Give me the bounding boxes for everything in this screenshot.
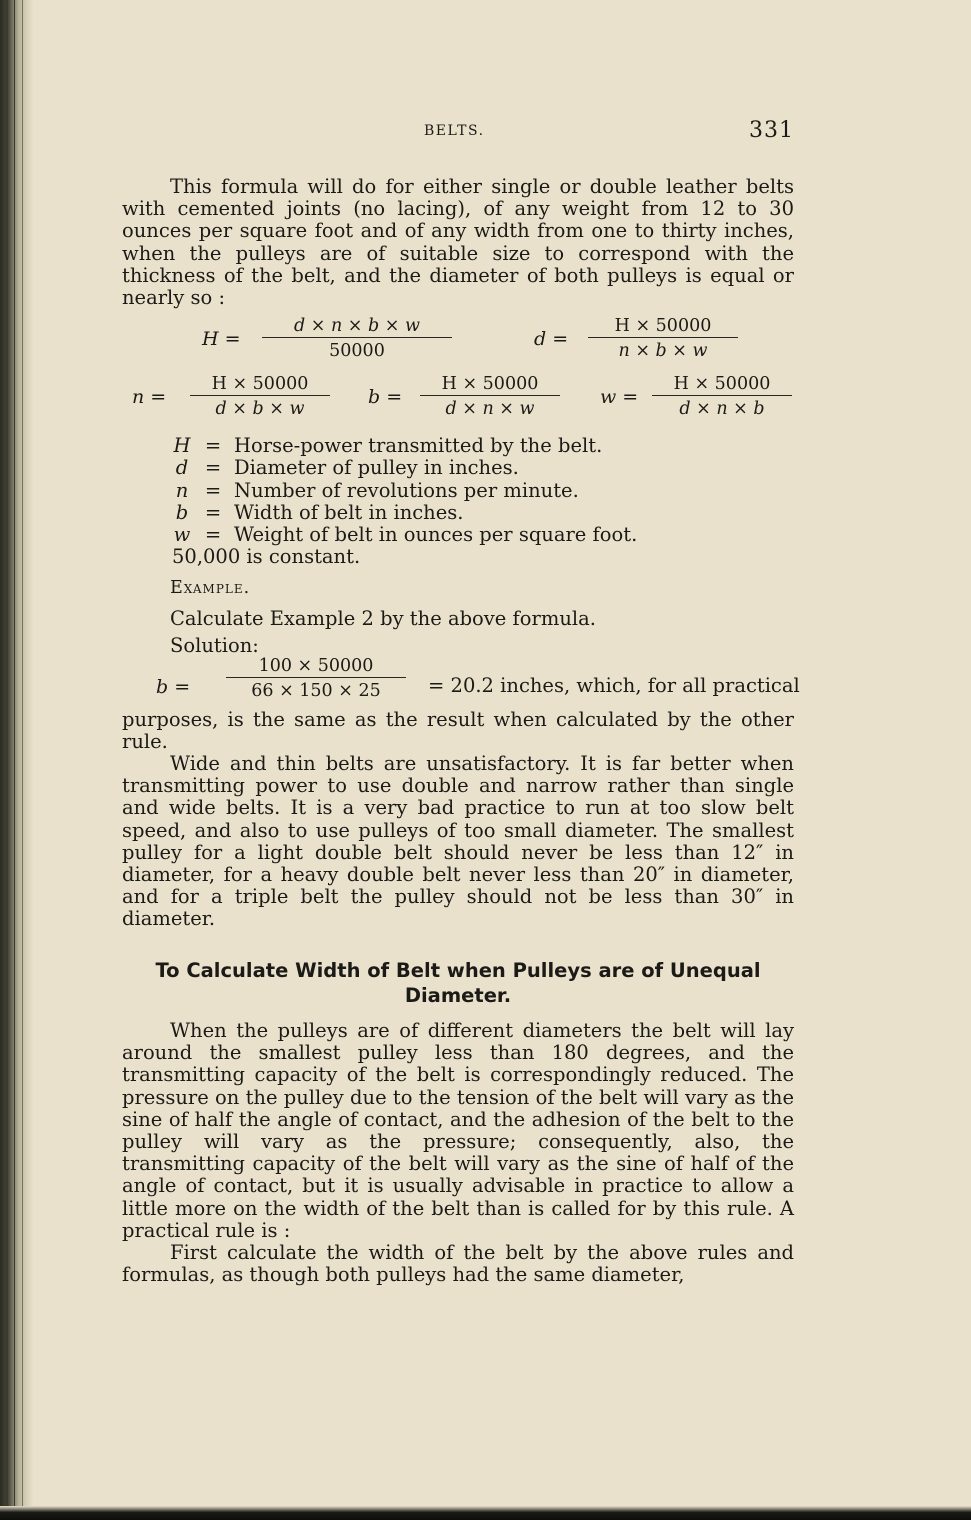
definition-equals: = <box>204 478 222 502</box>
fraction-denominator: d × b × w <box>215 399 305 419</box>
practical-rule-paragraph: First calculate the width of the belt by the above rules and formulas, as though both pulleys had the same diameter, <box>122 1241 794 1287</box>
definition-equals: = <box>204 456 222 480</box>
fraction-numerator: 100 × 50000 <box>258 656 374 676</box>
variable-definitions <box>172 435 637 569</box>
definition-row <box>172 435 637 457</box>
fraction-numerator: H × 50000 <box>673 374 771 394</box>
solution-equation <box>156 656 800 708</box>
formula-diameter <box>534 316 744 366</box>
definition-row <box>172 457 637 479</box>
section-heading-line: To Calculate Width of Belt when Pulleys are of Unequal <box>155 959 761 982</box>
section-heading <box>122 958 794 1008</box>
definition-symbol: n <box>175 478 189 502</box>
fraction-denominator: 66 × 150 × 25 <box>251 681 381 701</box>
fraction-numerator: d × n × b × w <box>293 316 421 336</box>
definition-symbol: b <box>175 500 189 524</box>
fraction <box>588 316 738 361</box>
definition-equals: = <box>204 434 222 457</box>
formula-weight <box>600 374 794 424</box>
fraction-denominator: d × n × b <box>679 399 765 419</box>
definition-equals: = <box>204 523 222 547</box>
solution-label: Solution: <box>170 634 259 657</box>
definition-text: Number of revolutions per minute. <box>234 478 579 502</box>
wide-belts-paragraph: Wide and thin belts are unsatisfactory. It is far better when transmitting power to use double and narrow rather than single and wide belts. It is a very bad practice to run at too slow belt speed, and also to use pulleys of too small diameter. The smallest pulley for a light double belt should never be less than 12″ in diameter, for a heavy double belt never less than 20″ in diameter, and for a triple belt the pulley should not be less than 30″ in diameter. <box>122 752 794 931</box>
example-instruction: Calculate Example 2 by the above formula. <box>170 607 596 630</box>
formula-horsepower <box>202 316 462 366</box>
definition-symbol: w <box>173 523 191 547</box>
definition-text: Width of belt in inches. <box>234 500 464 524</box>
fraction <box>226 656 406 701</box>
definition-text: Diameter of pulley in inches. <box>234 456 519 480</box>
fraction-denominator: d × n × w <box>445 399 535 419</box>
definition-equals: = <box>204 500 222 524</box>
spine-line <box>6 0 8 1520</box>
formula-revolutions <box>132 374 342 424</box>
fraction-numerator: H × 50000 <box>211 374 309 394</box>
fraction <box>420 374 560 419</box>
formula-width <box>368 374 568 424</box>
formula-lhs: n = <box>132 386 167 408</box>
example-heading: Example. <box>170 578 251 598</box>
continuation-text: purposes, is the same as the result when calculated by the other rule. <box>122 708 794 754</box>
definition-text: Weight of belt in ounces per square foot. <box>234 523 638 547</box>
definition-row <box>172 480 637 502</box>
page-number: 331 <box>749 118 794 143</box>
fraction <box>190 374 330 419</box>
fraction-numerator: H × 50000 <box>614 316 712 336</box>
fraction <box>262 316 452 361</box>
solution-result: = 20.2 inches, which, for all practical <box>428 674 800 697</box>
constant-note: 50,000 is constant. <box>172 545 361 569</box>
solution-lhs: b = <box>156 676 191 698</box>
book-spine-shadow <box>0 0 34 1520</box>
section-heading-line: Diameter. <box>404 984 512 1007</box>
formula-lhs: w = <box>600 386 639 408</box>
formula-lhs: H = <box>202 328 241 350</box>
fraction-denominator: n × b × w <box>618 341 708 361</box>
unequal-pulleys-paragraph: When the pulleys are of different diameters the belt will lay around the smallest pulley less than 180 degrees, and the transmitting capacity of the belt is correspondingly reduced. The pressure on the pulley due to the tension of the belt will vary as the sine of half the angle of contact, and the adhesion of the belt to the pulley will vary as the pressure; consequently, also, the transmitting capacity of the belt will vary as the sine of half of the angle of contact, but it is usually advisable in practice to allow a little more on the width of the belt than is called for by this rule. A practical rule is : <box>122 1019 794 1242</box>
formula-lhs: d = <box>534 328 569 350</box>
intro-paragraph: This formula will do for either single or double leather belts with cemented joints (no lacing), of any weight from 12 to 30 ounces per square foot and of any width from one to thirty inches, when the pulleys are of suitable size to correspond with the thickness of the belt, and the diameter of both pulleys is equal or nearly so : <box>122 175 794 310</box>
fraction <box>652 374 792 419</box>
formula-lhs: b = <box>368 386 403 408</box>
fraction-denominator: 50000 <box>329 341 385 361</box>
spine-line <box>14 0 15 1520</box>
running-title: BELTS. <box>424 123 485 139</box>
definition-row <box>172 524 637 546</box>
definition-symbol: H <box>173 434 191 457</box>
definition-symbol: d <box>175 456 189 480</box>
page-header <box>122 118 794 158</box>
page-bottom-edge <box>0 1506 971 1520</box>
spine-line <box>22 0 23 1520</box>
definition-row <box>172 502 637 524</box>
fraction-numerator: H × 50000 <box>441 374 539 394</box>
definition-text: Horse-power transmitted by the belt. <box>234 434 603 457</box>
